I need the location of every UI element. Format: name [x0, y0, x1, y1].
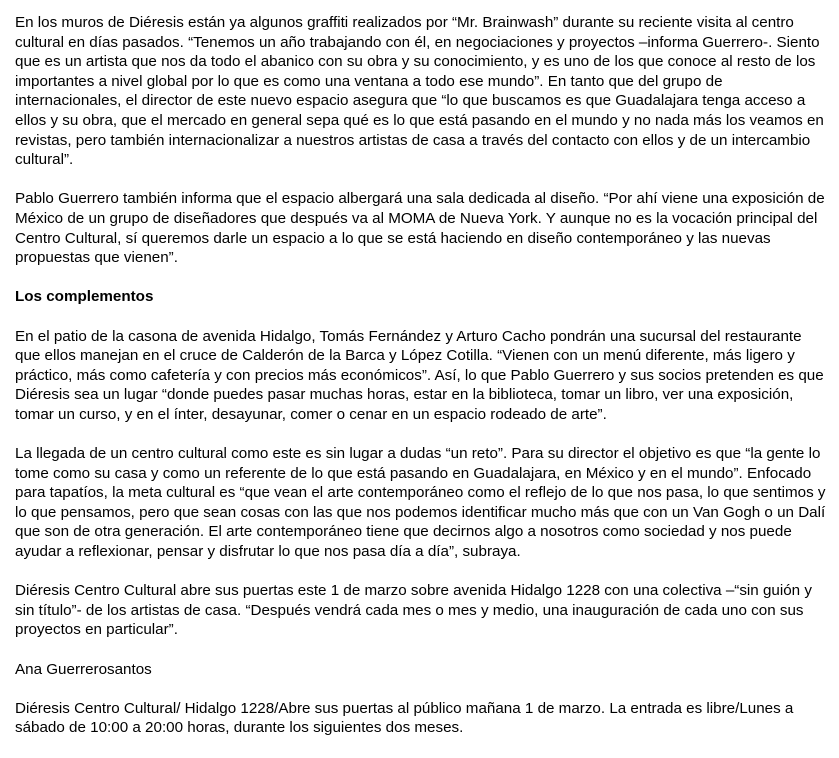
article-paragraph: Pablo Guerrero también informa que el espacio albergará una sala dedicada al diseño. “Por ahí viene una exposición de México de un grupo de diseñadores que después va al MOMA de Nueva York. Y aunque no es la vocación principal del Centro Cultural, sí queremos darle un espacio a lo que se está haciendo en diseño contemporáneo y las nuevas propuestas que vienen”. [15, 190, 825, 267]
article-paragraph: La llegada de un centro cultural como este es sin lugar a dudas “un reto”. Para su director el objetivo es que “la gente lo tome como su casa y como un referente de lo que está pasando en Guadalajara, en México y en el mundo”. Enfocado para tapatíos, la meta cultural es “que vean el arte contemporáneo como el reflejo de lo que nos pasa, lo que sentimos y lo que pensamos, pero que sean cosas con las que nos podemos identificar mucho más que con un Van Gogh o un Dalí que son de otra generación. El arte contemporáneo tiene que decirnos algo a nosotros como sociedad y nos puede ayudar a reflexionar, pensar y disfrutar lo que nos pasa día a día”, subraya. [15, 445, 826, 561]
article-paragraph: En los muros de Diéresis están ya algunos graffiti realizados por “Mr. Brainwash” durante su reciente visita al centro cultural en días pasados. “Tenemos un año trabajando con él, en negociaciones y proyectos –informa Guerrero-. Siento que es un artista que nos da todo el abanico con su obra y su conocimiento, y es uno de los que conoce al resto de los importantes a nivel global por lo que es como una ventana a todo ese mundo”. En tanto que del grupo de internacionales, el director de este nuevo espacio asegura que “lo que buscamos es que Guadalajara tenga acceso a ellos y su obra, que el mercado en general sepa qué es lo que está pasando en el mundo y no nada más los veamos en revistas, pero también internacionalizar a nuestros artistas de casa a través del contacto con ellos y de un intercambio cultural”. [15, 14, 824, 169]
article-paragraph: En el patio de la casona de avenida Hidalgo, Tomás Fernández y Arturo Cacho pondrán una sucursal del restaurante que ellos manejan en el cruce de Calderón de la Barca y López Cotilla. “Vienen con un menú diferente, más ligero y práctico, más como cafetería y con precios más económicos”. Así, lo que Pablo Guerrero y sus socios pretenden es que Diéresis sea un lugar “donde puedes pasar muchas horas, estar en la biblioteca, tomar un libro, ver una exposición, tomar un curso, y en el ínter, desayunar, comer o cenar en un espacio rodeado de arte”. [15, 327, 824, 423]
event-info: Diéresis Centro Cultural/ Hidalgo 1228/Abre sus puertas al público mañana 1 de marzo. La entrada es libre/Lunes a sábado de 10:00 a 20:00 horas, durante los siguientes dos meses. [15, 699, 794, 737]
section-heading: Los complementos [15, 288, 154, 306]
article-paragraph: Diéresis Centro Cultural abre sus puertas este 1 de marzo sobre avenida Hidalgo 1228 con una colectiva –“sin guión y sin título”- de los artistas de casa. “Después vendrá cada mes o mes y medio, una inauguración de cada uno con sus proyectos en particular”. [15, 582, 812, 639]
article-body [15, 13, 827, 758]
author-byline: Ana Guerrerosantos [15, 660, 152, 678]
